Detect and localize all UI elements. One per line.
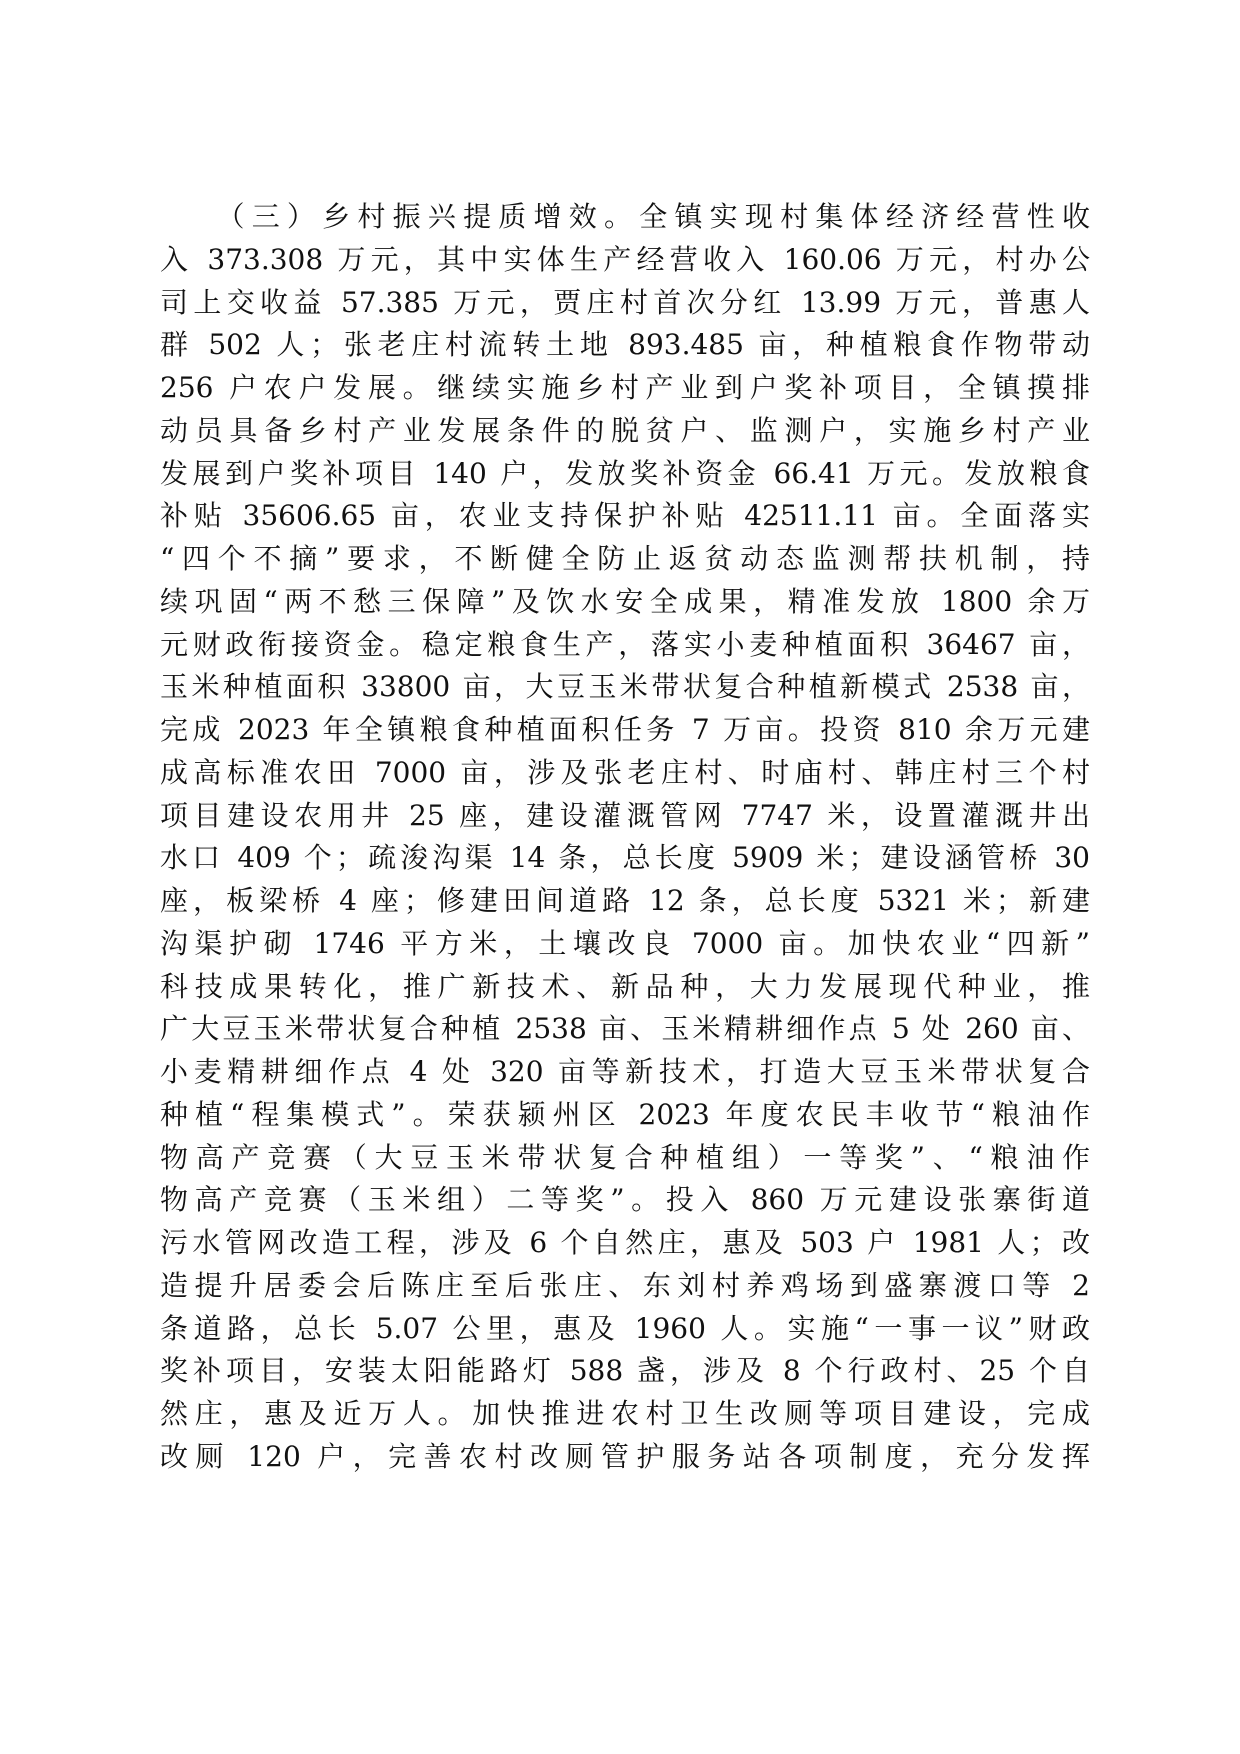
body-paragraph bbox=[160, 196, 1090, 1479]
paragraph-line: 条道路，总长 5.07 公里，惠及 1960 人。实施“一事一议”财政 bbox=[160, 1311, 1090, 1345]
paragraph-line: 科技成果转化，推广新技术、新品种，大力发展现代种业，推 bbox=[160, 969, 1090, 1003]
paragraph-line: 发展到户奖补项目 140 户，发放奖补资金 66.41 万元。发放粮食 bbox=[160, 456, 1090, 490]
paragraph-line: 造提升居委会后陈庄至后张庄、东刘村养鸡场到盛寨渡口等 2 bbox=[160, 1268, 1090, 1302]
paragraph-line: 项目建设农用井 25 座，建设灌溉管网 7747 米，设置灌溉井出 bbox=[160, 798, 1090, 832]
paragraph-line: 续巩固“两不愁三保障”及饮水安全成果，精准发放 1800 余万 bbox=[160, 584, 1090, 618]
paragraph-line: 广大豆玉米带状复合种植 2538 亩、玉米精耕细作点 5 处 260 亩、 bbox=[160, 1012, 1090, 1046]
paragraph-line: 入 373.308 万元，其中实体生产经营收入 160.06 万元，村办公 bbox=[160, 242, 1090, 276]
paragraph-line: 司上交收益 57.385 万元，贾庄村首次分红 13.99 万元，普惠人 bbox=[160, 285, 1090, 319]
paragraph-line: 补贴 35606.65 亩，农业支持保护补贴 42511.11 亩。全面落实 bbox=[160, 499, 1090, 533]
paragraph-line: 座，板梁桥 4 座；修建田间道路 12 条，总长度 5321 米；新建 bbox=[160, 884, 1090, 917]
paragraph-line: 256 户农户发展。继续实施乡村产业到户奖补项目，全镇摸排 bbox=[160, 371, 1090, 404]
paragraph-line: 沟渠护砌 1746 平方米，土壤改良 7000 亩。加快农业“四新” bbox=[160, 926, 1090, 960]
paragraph-line: 然庄，惠及近万人。加快推进农村卫生改厕等项目建设，完成 bbox=[160, 1397, 1090, 1430]
paragraph-line: “四个不摘”要求，不断健全防止返贫动态监测帮扶机制，持 bbox=[160, 542, 1090, 575]
paragraph-line: 物高产竞赛（玉米组）二等奖”。投入 860 万元建设张寨街道 bbox=[160, 1183, 1090, 1217]
paragraph-line: 元财政衔接资金。稳定粮食生产，落实小麦种植面积 36467 亩， bbox=[160, 627, 1090, 661]
paragraph-line: 群 502 人；张老庄村流转土地 893.485 亩，种植粮食作物带动 bbox=[160, 328, 1090, 362]
paragraph-line: 奖补项目，安装太阳能路灯 588 盏，涉及 8 个行政村、25 个自 bbox=[160, 1354, 1090, 1388]
paragraph-line: 污水管网改造工程，涉及 6 个自然庄，惠及 503 户 1981 人；改 bbox=[160, 1226, 1090, 1259]
paragraph-line: 动员具备乡村产业发展条件的脱贫户、监测户，实施乡村产业 bbox=[160, 413, 1090, 447]
paragraph-line: 成高标准农田 7000 亩，涉及张老庄村、时庙村、韩庄村三个村 bbox=[160, 755, 1090, 789]
paragraph-line: 水口 409 个；疏浚沟渠 14 条，总长度 5909 米；建设涵管桥 30 bbox=[160, 841, 1090, 875]
paragraph-line: （三）乡村振兴提质增效。全镇实现村集体经济经营性收 bbox=[160, 200, 1090, 233]
paragraph-line: 改厕 120 户，完善农村改厕管护服务站各项制度，充分发挥 bbox=[160, 1439, 1090, 1473]
paragraph-line: 玉米种植面积 33800 亩，大豆玉米带状复合种植新模式 2538 亩， bbox=[160, 670, 1090, 704]
paragraph-line: 物高产竞赛（大豆玉米带状复合种植组）一等奖”、“粮油作 bbox=[160, 1140, 1090, 1174]
paragraph-line: 种植“程集模式”。荣获颍州区 2023 年度农民丰收节“粮油作 bbox=[160, 1097, 1090, 1131]
paragraph-line: 小麦精耕细作点 4 处 320 亩等新技术，打造大豆玉米带状复合 bbox=[160, 1055, 1090, 1088]
paragraph-line: 完成 2023 年全镇粮食种植面积任务 7 万亩。投资 810 余万元建 bbox=[160, 713, 1090, 746]
